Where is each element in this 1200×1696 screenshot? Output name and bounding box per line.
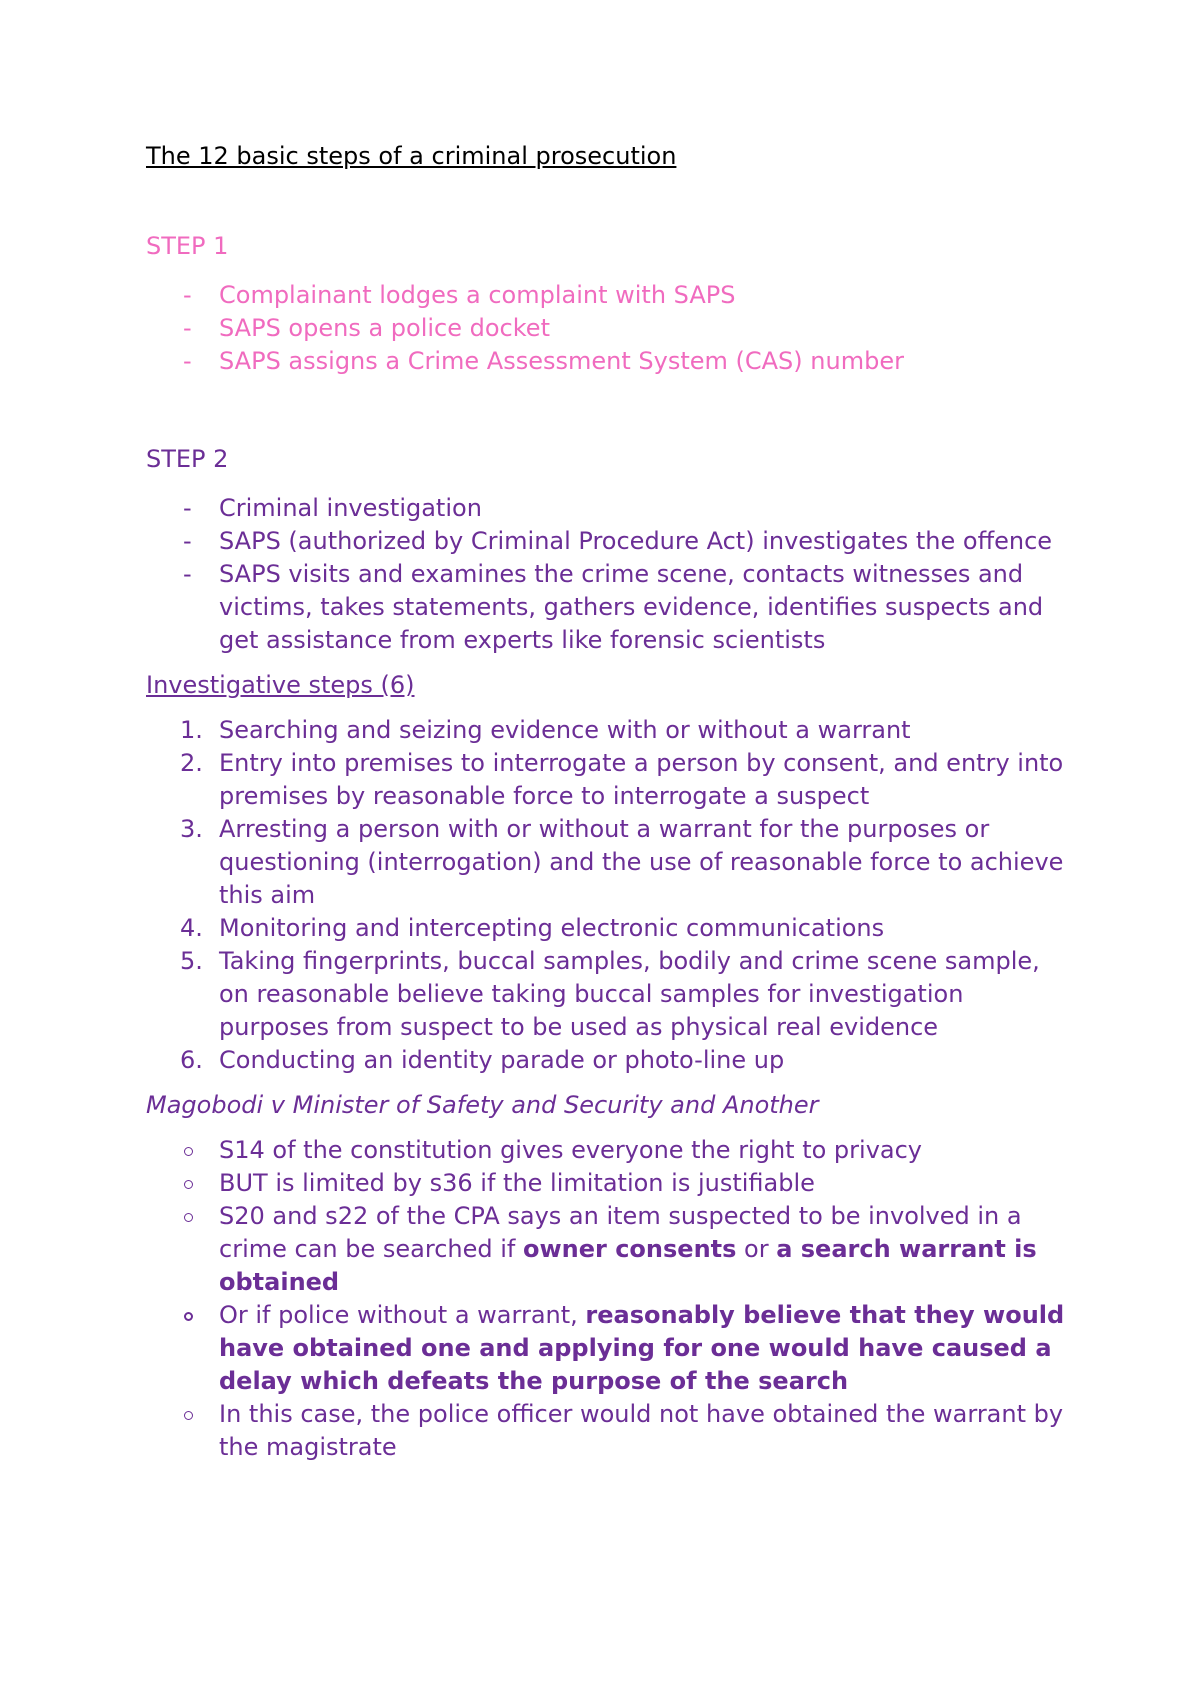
list-item-text: SAPS visits and examines the crime scene, contacts witnesses and victims, takes statements, gathers evidence, identifies suspects and get assistance from experts like forensic scientists [219,560,1044,654]
list-number: 5. [180,947,203,975]
list-item [146,747,1076,813]
text-run: or [736,1235,777,1263]
list-item-text: SAPS assigns a Crime Assessment System (CAS) number [219,347,904,375]
step-2-heading: STEP 2 [146,445,229,473]
list-item-text: Searching and seizing evidence with or without a warrant [219,716,911,744]
investigative-steps-list [146,714,1076,1077]
list-item [146,525,1076,558]
list-item [146,345,1076,378]
dash-bullet: - [183,281,192,309]
step-1-heading: STEP 1 [146,232,229,260]
dash-bullet: - [183,347,192,375]
list-item-text: SAPS (authorized by Criminal Procedure Act) investigates the offence [219,527,1053,555]
bold-text-run: a search warrant is obtained [219,1235,1037,1296]
bold-text-run: owner consents [522,1235,737,1263]
list-item-text: S14 of the constitution gives everyone the right to privacy [219,1136,923,1164]
step-1-section [146,230,1076,378]
list-item [146,1398,1076,1464]
text-run: S20 and s22 of the CPA says an item suspected to be involved in a crime can be searched if [219,1202,1022,1263]
list-item-text: Complainant lodges a complaint with SAPS [219,281,736,309]
list-item [146,1200,1076,1299]
step-2-section [146,443,1076,1464]
case-title: Magobodi v Minister of Safety and Security and Another [146,1091,819,1119]
circle-bullet-icon [184,1312,193,1321]
list-item [146,1299,1076,1398]
document-title: The 12 basic steps of a criminal prosecution [146,142,677,170]
investigative-steps-heading: Investigative steps (6) [146,671,415,699]
list-number: 4. [180,914,203,942]
list-item-text: Arresting a person with or without a warrant for the purposes or questioning (interrogation) and the use of reasonable force to achieve this aim [219,815,1064,909]
list-item [146,558,1076,657]
list-item-text: Conducting an identity parade or photo-line up [219,1046,785,1074]
step-2-list [146,492,1076,657]
list-item-text: BUT is limited by s36 if the limitation is justifiable [219,1169,815,1197]
list-number: 6. [180,1046,203,1074]
list-item [146,714,1076,747]
step-1-list [146,279,1076,378]
list-item [146,279,1076,312]
list-item-text: Criminal investigation [219,494,482,522]
dash-bullet: - [183,560,192,588]
list-item [146,945,1076,1044]
list-item [146,1134,1076,1167]
list-item-text: In this case, the police officer would not have obtained the warrant by the magistrate [219,1400,1064,1461]
list-number: 2. [180,749,203,777]
dash-bullet: - [183,314,192,342]
document-page [146,140,1076,1464]
list-item [146,1044,1076,1077]
circle-bullet-icon [184,1180,193,1189]
circle-bullet-icon [184,1147,193,1156]
list-item [146,312,1076,345]
list-item [146,1167,1076,1200]
case-points-list [146,1134,1076,1464]
list-number: 3. [180,815,203,843]
list-item [146,813,1076,912]
dash-bullet: - [183,527,192,555]
list-item-text: Taking fingerprints, buccal samples, bodily and crime scene sample, on reasonable believe taking buccal samples for investigation purposes from suspect to be used as physical real evidence [219,947,1040,1041]
bold-text-run: reasonably believe that they would have obtained one and applying for one would have caused a delay which defeats the purpose of the search [219,1301,1065,1395]
list-item-text: SAPS opens a police docket [219,314,550,342]
dash-bullet: - [183,494,192,522]
list-item-text: Monitoring and intercepting electronic communications [219,914,885,942]
list-item [146,912,1076,945]
circle-bullet-icon [184,1411,193,1420]
list-number: 1. [180,716,203,744]
list-item-text [219,1202,1037,1296]
text-run: Or if police without a warrant, [219,1301,586,1329]
list-item-text: Entry into premises to interrogate a person by consent, and entry into premises by reasonable force to interrogate a suspect [219,749,1064,810]
circle-bullet-icon [184,1213,193,1222]
list-item-text [219,1301,1064,1395]
list-item [146,492,1076,525]
